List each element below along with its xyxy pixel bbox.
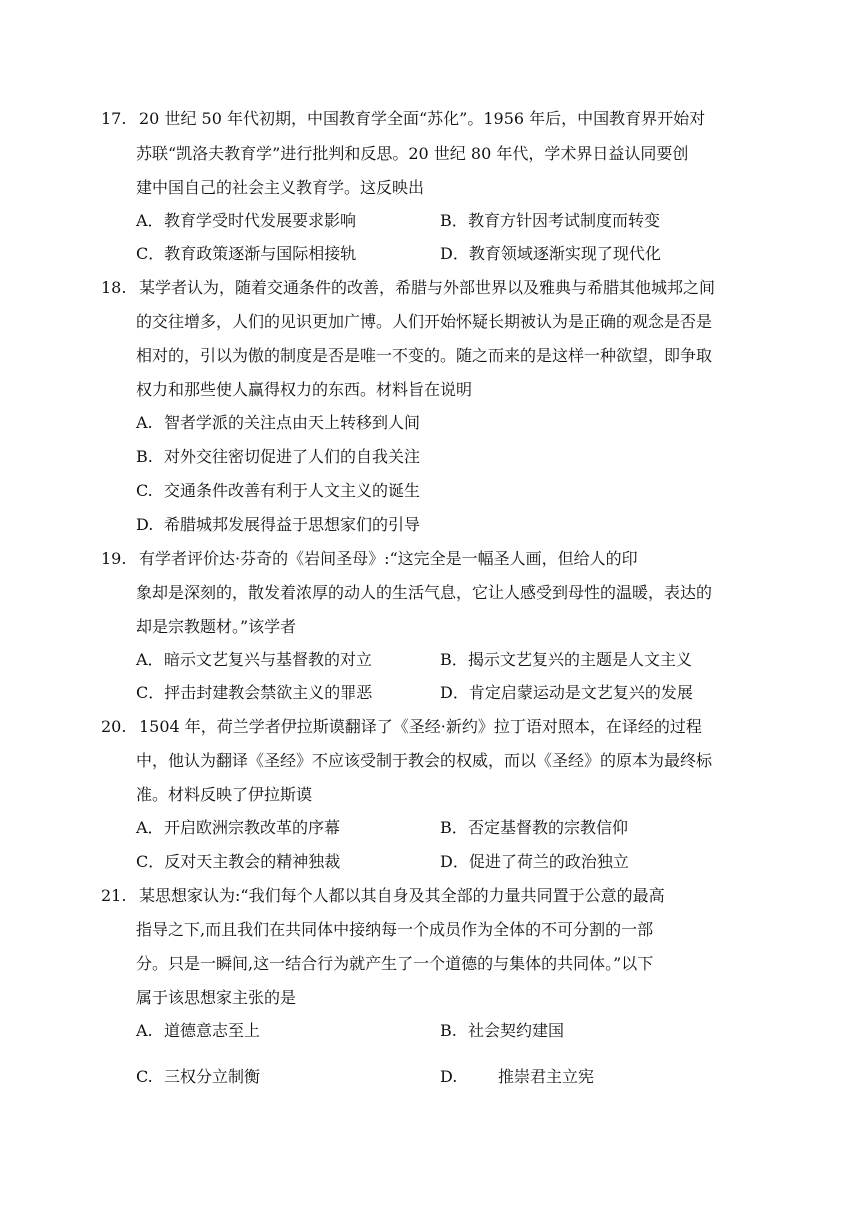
option-b: B．教育方针因考试制度而转变 [440, 211, 661, 230]
question-stem-line: 分。只是一瞬间,这一结合行为就产生了一个道德的与集体的共同体。”以下 [136, 954, 654, 973]
option-b: B．揭示文艺复兴的主题是人文主义 [440, 650, 693, 669]
option-d: D. 推崇君主立宪 [440, 1067, 595, 1086]
question-stem-line: 相对的，引以为傲的制度是否是唯一不变的。随之而来的是这样一种欲望，即争取 [136, 346, 713, 365]
option-a: A. 道德意志至上 [136, 1021, 261, 1040]
question-number: 17. [101, 109, 127, 128]
question-stem-line: 属于该思想家主张的是 [136, 988, 297, 1007]
question-number: 20. [101, 717, 127, 736]
question-stem-line: 象却是深刻的，散发着浓厚的动人的生活气息，它让人感受到母性的温暖，表达的 [136, 583, 713, 602]
question-stem-line: 的交往增多，人们的见识更加广博。人们开始怀疑长期被认为是正确的观念是否是 [136, 312, 713, 331]
option-a: A．开启欧洲宗教改革的序幕 [136, 818, 341, 837]
question-number: 18. [101, 278, 127, 297]
option-d: D．促进了荷兰的政治独立 [440, 852, 629, 871]
option-b: B．否定基督教的宗教信仰 [440, 818, 629, 837]
option-d: D. 希腊城邦发展得益于思想家们的引导 [136, 515, 421, 534]
question-number: 19. [101, 549, 127, 568]
question-stem-line: 某学者认为，随着交通条件的改善，希腊与外部世界以及雅典与希腊其他城邦之间 [139, 278, 716, 297]
question-stem-line: 准。材料反映了伊拉斯谟 [136, 785, 313, 804]
option-a: A．教育学受时代发展要求影响 [136, 211, 357, 230]
question-stem-line: 20 世纪 50 年代初期，中国教育学全面“苏化”。1956 年后，中国教育界开始对 [139, 109, 706, 128]
option-b: B. 社会契约建国 [440, 1021, 565, 1040]
option-c: C. 三权分立制衡 [136, 1067, 261, 1086]
question-stem-line: 权力和那些使人赢得权力的东西。材料旨在说明 [136, 380, 473, 399]
option-c: C．反对天主教会的精神独裁 [136, 852, 341, 871]
question-stem-line: 却是宗教题材。”该学者 [136, 617, 297, 636]
question-number: 21. [101, 886, 127, 905]
option-c: C．抨击封建教会禁欲主义的罪恶 [136, 683, 373, 702]
option-a: A. 智者学派的关注点由天上转移到人间 [136, 413, 421, 432]
option-c: C．教育政策逐渐与国际相接轨 [136, 244, 357, 263]
question-stem-line: 建中国自己的社会主义教育学。这反映出 [136, 178, 425, 197]
question-stem-line: 指导之下,而且我们在共同体中接纳每一个成员作为全体的不可分割的一部 [136, 920, 654, 939]
question-stem-line: 苏联“凯洛夫教育学”进行批判和反思。20 世纪 80 年代，学术界日益认同要创 [136, 144, 689, 163]
option-c: C. 交通条件改善有利于人文主义的诞生 [136, 481, 421, 500]
question-stem-line: 某思想家认为:“我们每个人都以其自身及其全部的力量共同置于公意的最高 [139, 886, 665, 905]
question-stem-line: 中，他认为翻译《圣经》不应该受制于教会的权威，而以《圣经》的原本为最终标 [136, 751, 713, 770]
option-d: D．教育领域逐渐实现了现代化 [440, 244, 661, 263]
question-stem-line: 有学者评价达·芬奇的《岩间圣母》:“这完全是一幅圣人画，但给人的印 [139, 549, 638, 568]
option-d: D．肯定启蒙运动是文艺复兴的发展 [440, 683, 693, 702]
option-a: A．暗示文艺复兴与基督教的对立 [136, 650, 373, 669]
option-b: B. 对外交往密切促进了人们的自我关注 [136, 447, 421, 466]
question-stem-line: 1504 年，荷兰学者伊拉斯谟翻译了《圣经·新约》拉丁语对照本，在译经的过程 [139, 717, 702, 736]
